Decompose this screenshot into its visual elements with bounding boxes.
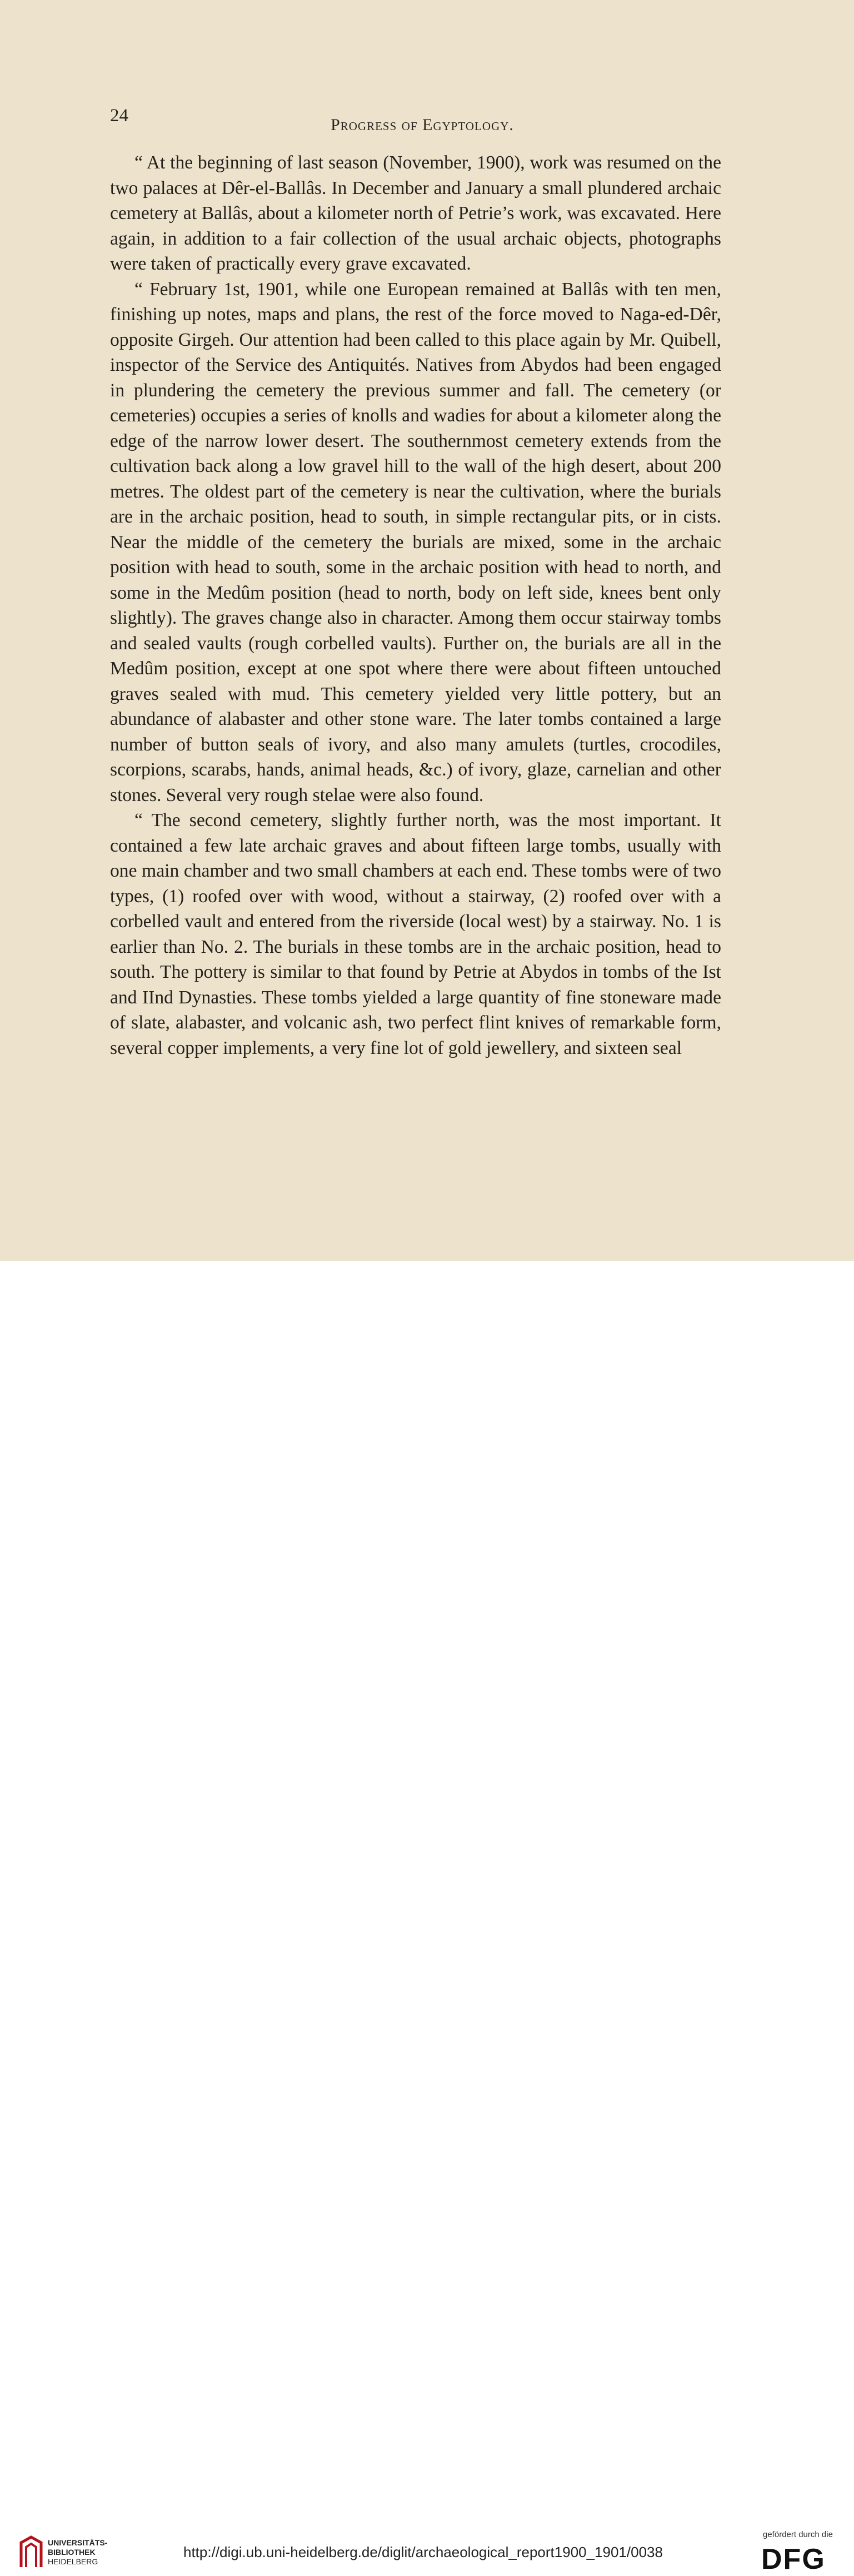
paragraph-2: “ February 1st, 1901, while one European remained at Ballâs with ten men, finishing up notes, maps and plans, the rest of the force moved to Naga-ed-Dêr, opposite Girgeh. Our attention had been called to this place again by Mr. Quibell, inspector of the Service des Antiquités. Natives from Abydos had been engaged in plundering the cemetery the previous summer and fall. The cemetery (or cemeteries) occupies a series of knolls and wadies for about a kilometer along the edge of the narrow lower desert. The southernmost cemetery extends from the cultivation back along a low gravel hill to the wall of the high desert, about 200 metres. The oldest part of the cemetery is near the cultivation, where the burials are in the archaic position, head to south, in simple rectangular pits, or in cists. Near the middle of the cemetery the burials are mixed, some in the archaic position with head to south, some in the archaic position with head to north, and some in the Medûm position (head to north, body on left side, knees bent only slightly). The graves change also in character. Among them occur stairway tombs and sealed vaults (rough corbelled vaults). Further on, the burials are all in the Medûm position, except at one spot where there were about fifteen untouched graves sealed with mud. This cemetery yielded very little pottery, but an abundance of alabaster and other stone ware. The later tombs contained a large number of button seals of ivory, and also many amulets (turtles, crocodiles, scorpions, scarabs, hands, animal heads, &c.) of ivory, glaze, carnelian and other stones. Several very rough stelae were also found. bbox=[110, 279, 721, 805]
funded-by-label: gefördert durch die bbox=[763, 2530, 833, 2539]
paragraph-1: “ At the beginning of last season (November, 1900), work was resumed on the two palaces at Dêr-el-Ballâs. In December and January a small plundered archaic cemetery at Ballâs, about a kilometer north of Petrie’s work, was excavated. Here again, in addition to a fair collection of the usual archaic objects, photographs were taken of practically every grave excavated. bbox=[110, 152, 721, 274]
page-number: 24 bbox=[110, 106, 128, 126]
paragraph-3: “ The second cemetery, slightly further north, was the most important. It contained a few late archaic graves and about fifteen large tombs, usually with one main chamber and two small chambers at each end. These tombs were of two types, (1) roofed over with wood, without a stairway, (2) roofed over with a corbelled vault and entered from the riverside (local west) by a stairway. No. 1 is earlier than No. 2. The burials in these tombs are in the archaic position, head to south. The pottery is similar to that found by Petrie at Abydos in tombs of the Ist and IInd Dynasties. These tombs yielded a large quantity of fine stoneware made of slate, alabaster, and volcanic ash, two perfect flint knives of remarkable form, several copper implements, a very fine lot of gold jewellery, and sixteen seal bbox=[110, 810, 721, 1058]
footer-bar bbox=[0, 1261, 854, 2575]
library-name-line-2: BIBLIOTHEK bbox=[48, 2548, 96, 2557]
scanned-page bbox=[0, 0, 854, 1261]
library-name-line-1: UNIVERSITÄTS- bbox=[48, 2538, 108, 2547]
library-name-line-3: HEIDELBERG bbox=[48, 2557, 98, 2566]
permalink-url[interactable]: http://digi.ub.uni-heidelberg.de/diglit/archaeological_report1900_1901/0038 bbox=[183, 2544, 663, 2560]
running-head: Progress of Egyptology. bbox=[331, 116, 514, 134]
dfg-logo[interactable]: DFG bbox=[761, 2543, 826, 2575]
ub-heidelberg-logo-icon[interactable] bbox=[19, 2535, 43, 2569]
body-text bbox=[110, 150, 721, 1061]
library-name bbox=[48, 2538, 107, 2567]
